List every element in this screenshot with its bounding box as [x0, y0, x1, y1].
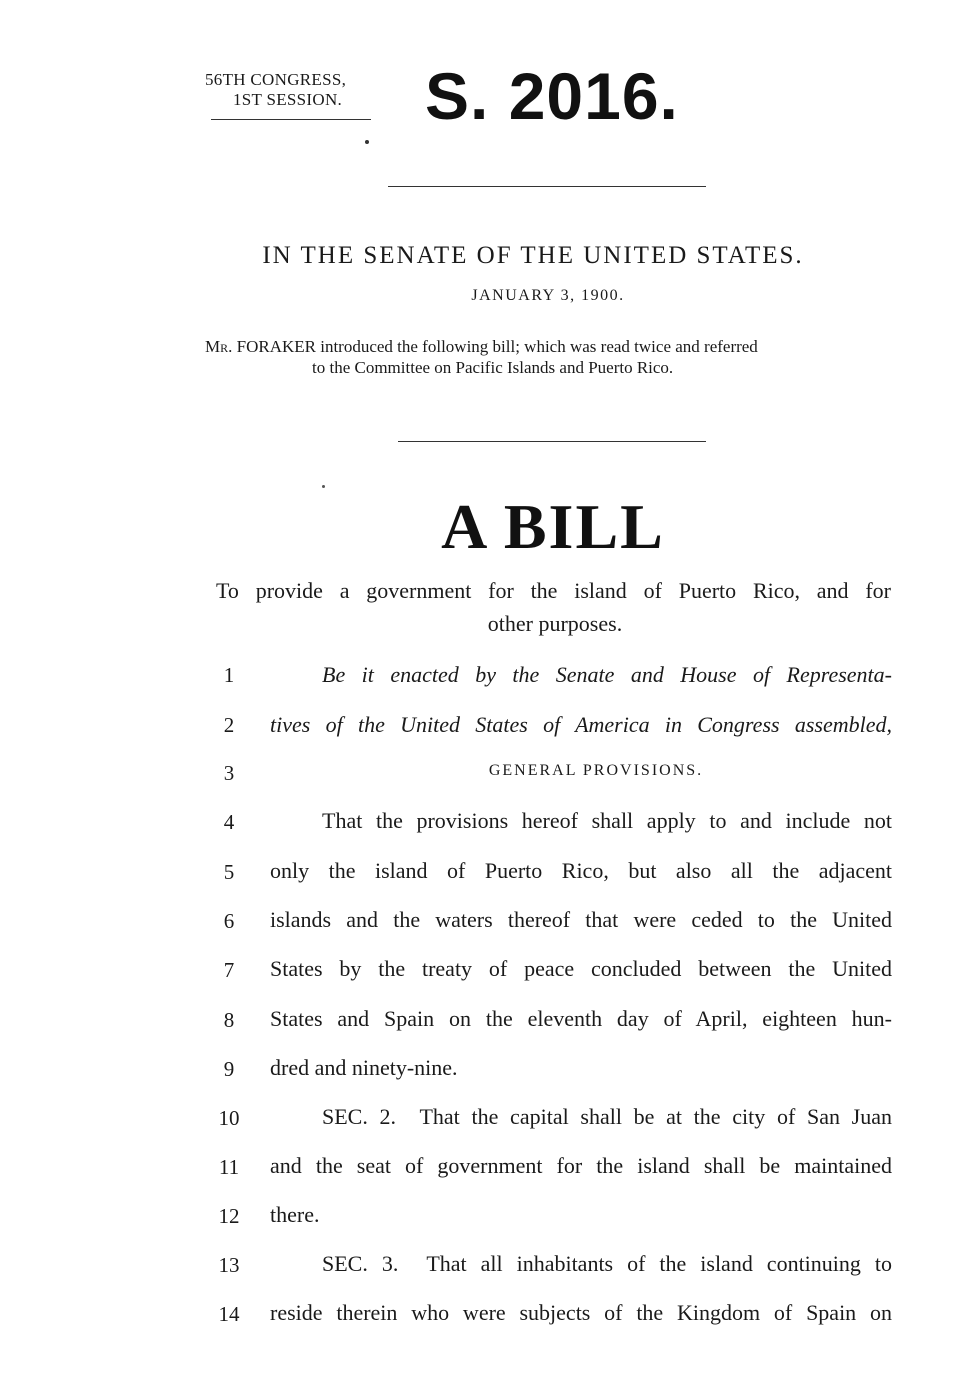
line-number: 11 [218, 1155, 240, 1179]
section-heading: GENERAL PROVISIONS. [488, 762, 704, 779]
senate-heading: IN THE SENATE OF THE UNITED STATES. [262, 242, 804, 269]
line-number: 4 [223, 810, 235, 834]
body-line [322, 1102, 892, 1132]
section-text: That all inhabitants of the island continuing to [426, 1251, 893, 1276]
middle-rule [398, 441, 706, 442]
session-label: 1ST SESSION. [233, 90, 343, 109]
decorative-dot [365, 140, 369, 144]
line-number: 13 [218, 1253, 240, 1277]
body-line [322, 1249, 892, 1279]
body-line: only the island of Puerto Rico, but also all the adjacent [270, 858, 892, 883]
purpose-line1: To provide a government for the island of Puerto Rico, and for [216, 578, 891, 603]
congress-session-label [205, 70, 346, 110]
enacting-clause-line1: Be it enacted by the Senate and House of Representa- [322, 662, 892, 687]
bill-title: A BILL [441, 491, 665, 562]
header-divider [211, 119, 371, 120]
section-text: That the capital shall be at the city of San Juan [419, 1104, 892, 1129]
bill-number: S. 2016. [425, 59, 679, 133]
line-number: 3 [223, 761, 235, 785]
sponsor-name: Mr. FORAKER [205, 337, 316, 356]
line-number: 10 [218, 1106, 240, 1130]
enacting-clause-line2: tives of the United States of America in Congress assembled, [270, 712, 892, 737]
intro-text-line2: to the Committee on Pacific Islands and Puerto Rico. [312, 358, 674, 377]
intro-text-line1: introduced the following bill; which was read twice and referred [320, 337, 758, 356]
body-line: That the provisions hereof shall apply to and include not [322, 808, 892, 833]
line-number: 8 [223, 1008, 235, 1032]
line-number: 5 [223, 860, 235, 884]
section-label: SEC. 2. [322, 1104, 397, 1129]
line-number: 2 [223, 713, 235, 737]
body-line: reside therein who were subjects of the Kingdom of Spain on [270, 1300, 892, 1325]
top-rule [388, 186, 706, 187]
bill-date: JANUARY 3, 1900. [471, 287, 625, 304]
congress-label: 56TH CONGRESS, [205, 70, 347, 89]
line-number: 9 [223, 1057, 235, 1081]
body-line: and the seat of government for the island shall be maintained [270, 1153, 892, 1178]
purpose-line2: other purposes. [487, 611, 623, 636]
body-line: dred and ninety-nine. [270, 1055, 458, 1080]
line-number: 6 [223, 909, 235, 933]
decorative-dot [322, 485, 325, 488]
line-number: 14 [218, 1302, 240, 1326]
body-line: States by the treaty of peace concluded between the United [270, 956, 892, 981]
line-number: 1 [223, 663, 235, 687]
introduction-paragraph [205, 336, 895, 378]
section-label: SEC. 3. [322, 1251, 399, 1276]
line-number: 12 [218, 1204, 240, 1228]
body-line: States and Spain on the eleventh day of April, eighteen hun- [270, 1006, 892, 1031]
body-line: there. [270, 1202, 320, 1227]
line-number: 7 [223, 958, 235, 982]
body-line: islands and the waters thereof that were ceded to the United [270, 907, 892, 932]
